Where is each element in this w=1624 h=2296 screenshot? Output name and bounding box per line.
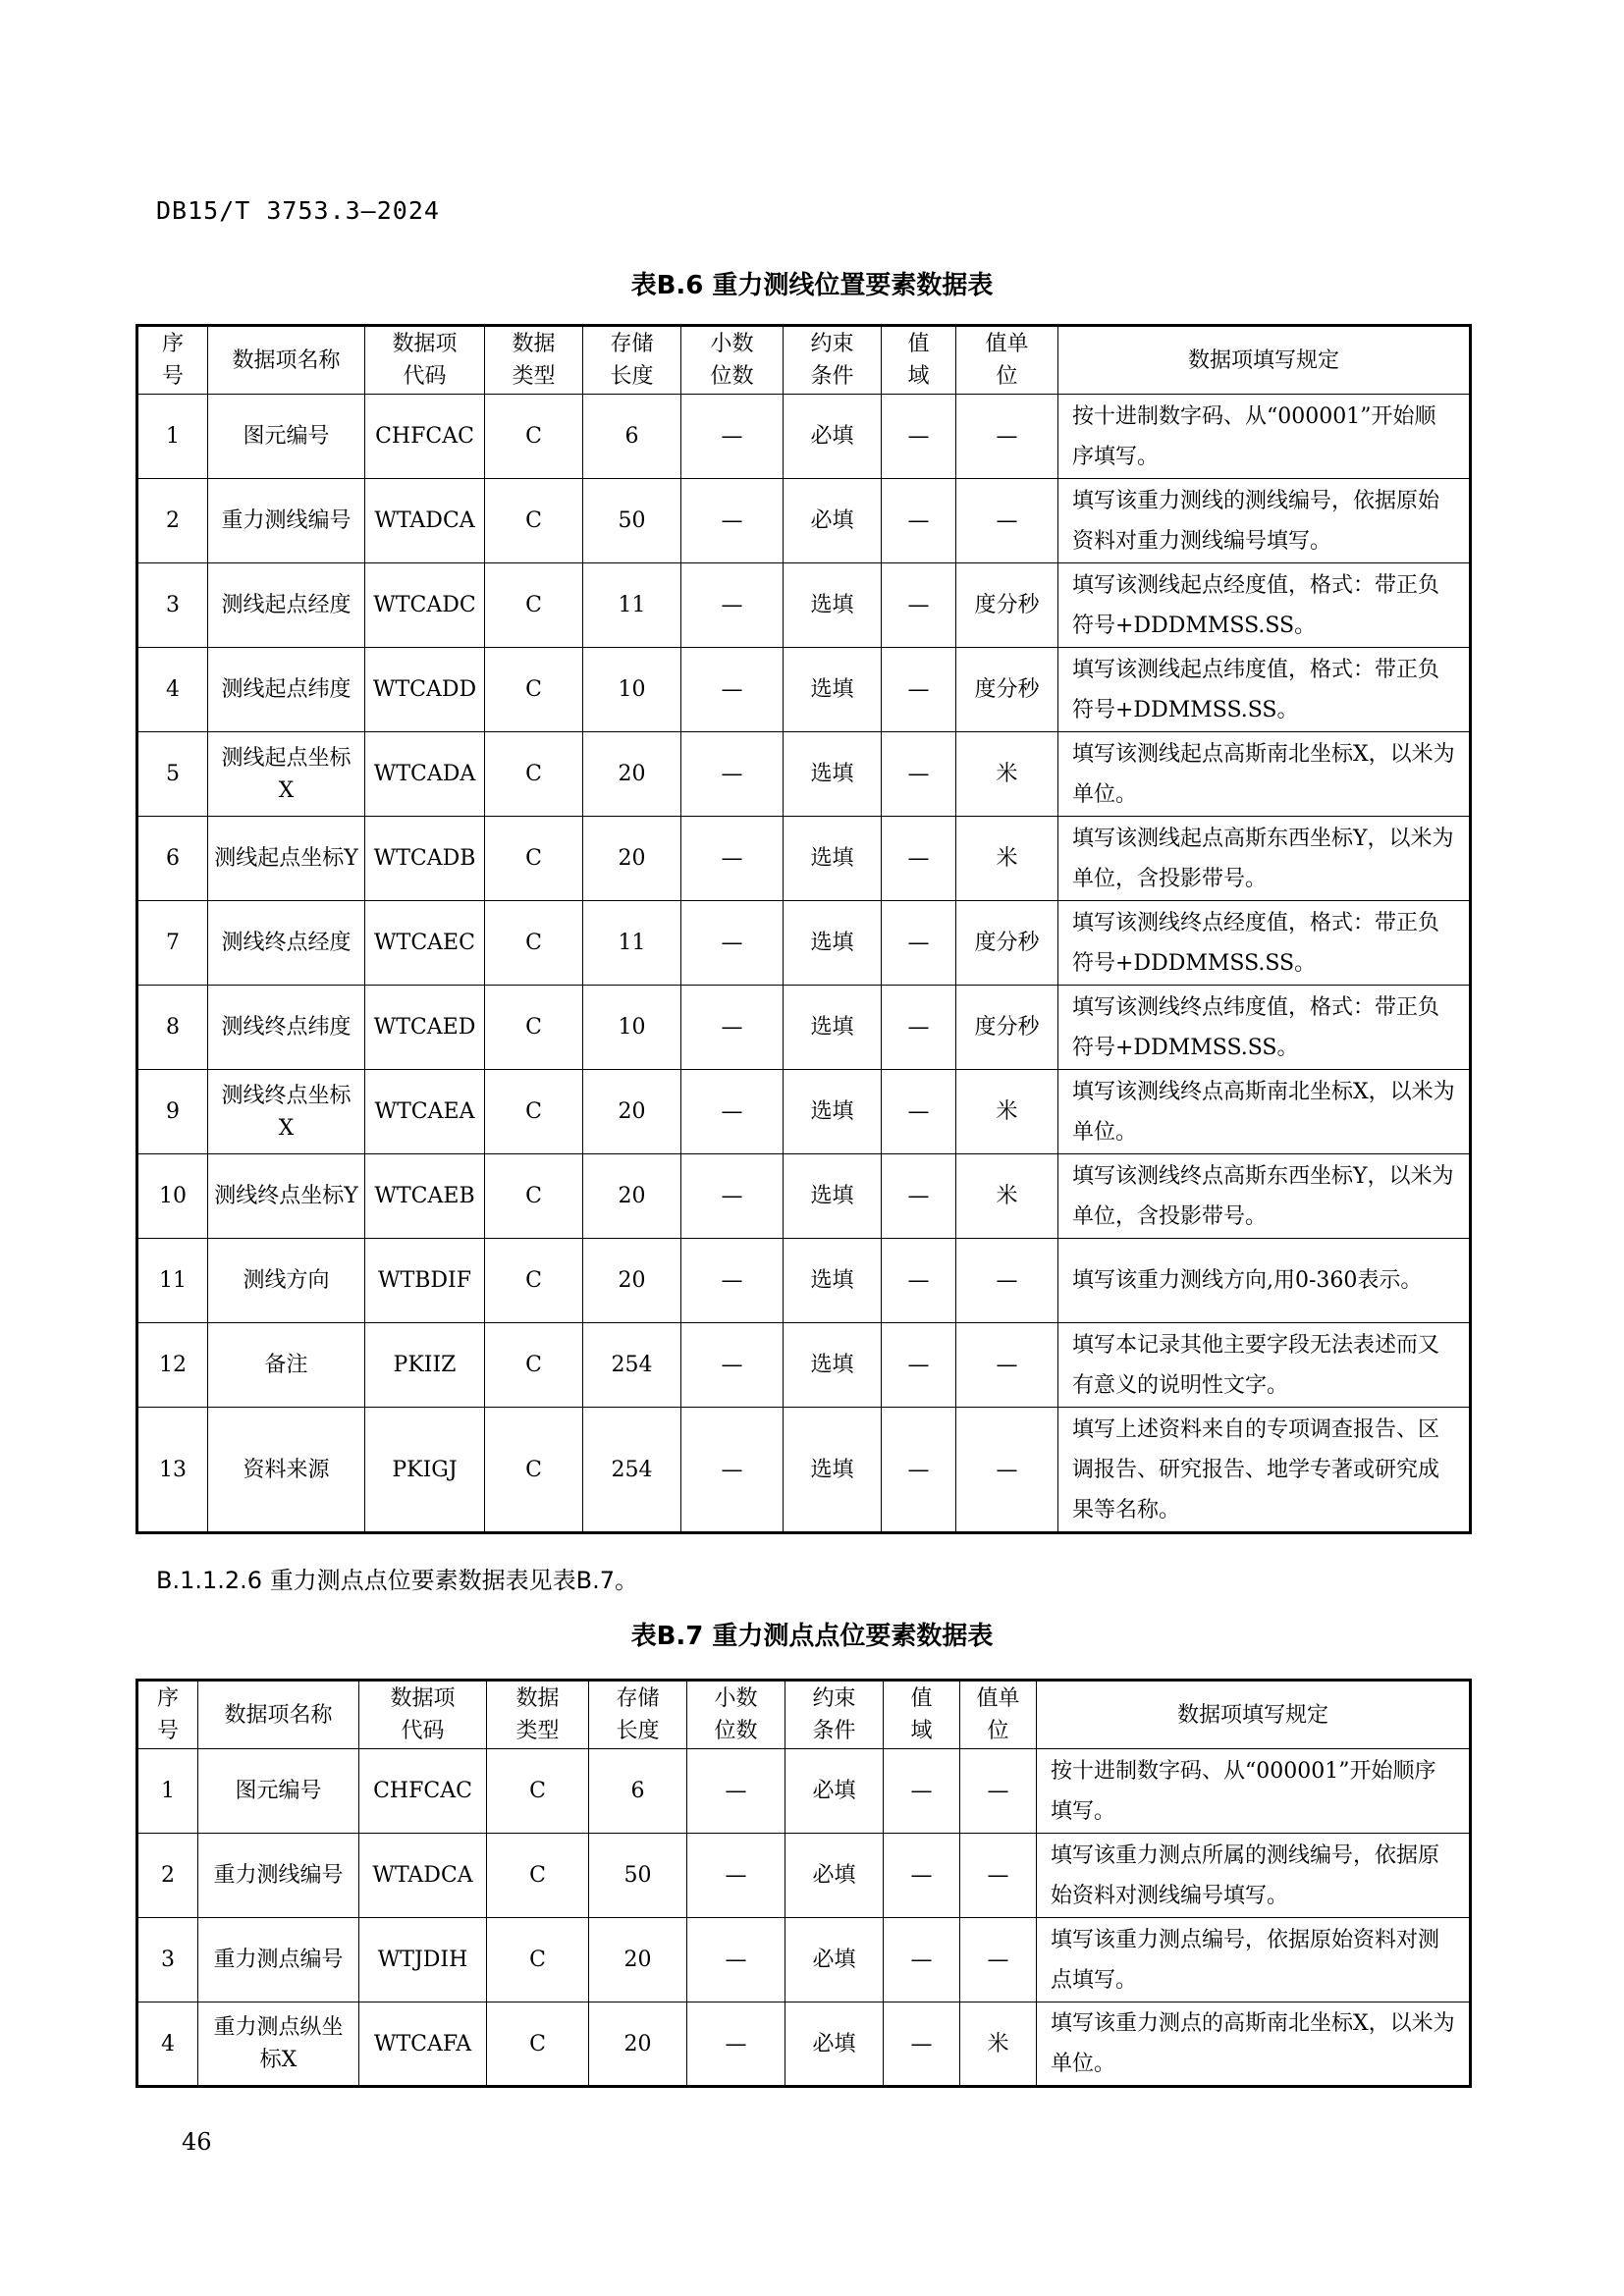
table-cell: 测线起点经度 — [208, 563, 365, 648]
rule-cell: 填写该测线起点纬度值，格式：带正负符号+DDMMSS.SS。 — [1058, 648, 1471, 732]
table-cell: 10 — [137, 1154, 208, 1239]
table-cell: C — [485, 1408, 583, 1533]
table-cell: PKIIZ — [365, 1323, 485, 1408]
table-cell: 选填 — [784, 648, 882, 732]
table-cell: 米 — [956, 732, 1058, 817]
rule-cell: 填写该测线起点高斯南北坐标X，以米为单位。 — [1058, 732, 1471, 817]
table-cell: 测线终点坐标Y — [208, 1154, 365, 1239]
column-header: 小数 位数 — [681, 326, 784, 395]
table-cell: 4 — [137, 2002, 198, 2087]
table-cell: 7 — [137, 901, 208, 986]
table-cell: 测线起点坐标Y — [208, 817, 365, 901]
table-cell: 资料来源 — [208, 1408, 365, 1533]
table-header-row — [137, 1681, 1471, 1749]
rule-cell: 填写本记录其他主要字段无法表述而又有意义的说明性文字。 — [1058, 1323, 1471, 1408]
table-cell: 3 — [137, 563, 208, 648]
table-cell: 选填 — [784, 901, 882, 986]
table-b6 — [135, 324, 1472, 1534]
document-code: DB15/T 3753.3—2024 — [156, 196, 440, 225]
table-row — [137, 563, 1471, 648]
table-cell: C — [485, 563, 583, 648]
table-cell: 测线终点经度 — [208, 901, 365, 986]
rule-cell: 填写该测线终点高斯南北坐标X，以米为单位。 — [1058, 1070, 1471, 1154]
table-cell: WTCAFA — [359, 2002, 487, 2087]
table-cell: 必填 — [785, 1918, 884, 2002]
table-cell: 50 — [589, 1834, 687, 1918]
column-header: 值 域 — [882, 326, 956, 395]
table-cell: WTADCA — [365, 479, 485, 563]
rule-cell: 填写该测线起点经度值，格式：带正负符号+DDDMMSS.SS。 — [1058, 563, 1471, 648]
table-cell: WTCADA — [365, 732, 485, 817]
table-row — [137, 1239, 1471, 1323]
table-cell: — — [681, 1239, 784, 1323]
column-header: 数据项 代码 — [365, 326, 485, 395]
table-cell: — — [681, 986, 784, 1070]
table-cell: 20 — [589, 2002, 687, 2087]
table-cell: — — [960, 1834, 1037, 1918]
rule-cell: 填写上述资料来自的专项调查报告、区调报告、研究报告、地学专著或研究成果等名称。 — [1058, 1408, 1471, 1533]
column-header: 数据项名称 — [208, 326, 365, 395]
column-header: 数据项 代码 — [359, 1681, 487, 1749]
table-cell: — — [882, 1408, 956, 1533]
table-cell: 重力测线编号 — [208, 479, 365, 563]
table-row — [137, 479, 1471, 563]
column-header: 约束 条件 — [785, 1681, 884, 1749]
page-number: 46 — [182, 2128, 212, 2156]
table-header-row — [137, 326, 1471, 395]
table-row — [137, 395, 1471, 479]
table-cell: C — [485, 1239, 583, 1323]
table-cell: C — [485, 986, 583, 1070]
table-cell: C — [485, 1154, 583, 1239]
column-header: 值单 位 — [960, 1681, 1037, 1749]
column-header: 序 号 — [137, 326, 208, 395]
table-cell: 米 — [960, 2002, 1037, 2087]
rule-cell: 填写该重力测点编号，依据原始资料对测点填写。 — [1037, 1918, 1471, 2002]
table-cell: — — [681, 648, 784, 732]
rule-cell: 填写该测线终点高斯东西坐标Y，以米为单位，含投影带号。 — [1058, 1154, 1471, 1239]
table-cell: 测线终点坐标X — [208, 1070, 365, 1154]
table-cell: 11 — [137, 1239, 208, 1323]
rule-cell: 按十进制数字码、从“000001”开始顺序填写。 — [1058, 395, 1471, 479]
table-cell: C — [485, 1323, 583, 1408]
table-row — [137, 1408, 1471, 1533]
table-cell: 度分秒 — [956, 901, 1058, 986]
table-cell: — — [882, 1323, 956, 1408]
table-cell: C — [485, 732, 583, 817]
table-cell: 测线终点纬度 — [208, 986, 365, 1070]
table-cell: — — [884, 1918, 960, 2002]
column-header: 存储 长度 — [583, 326, 681, 395]
table-cell: PKIGJ — [365, 1408, 485, 1533]
table-cell: 20 — [583, 1154, 681, 1239]
table-cell: — — [956, 1239, 1058, 1323]
table-cell: 254 — [583, 1323, 681, 1408]
table-cell: — — [681, 817, 784, 901]
table-cell: 选填 — [784, 1239, 882, 1323]
table-cell: 重力测线编号 — [198, 1834, 359, 1918]
table-cell: 20 — [583, 1070, 681, 1154]
table-cell: CHFCAC — [359, 1749, 487, 1834]
table-cell: — — [681, 563, 784, 648]
column-header: 值 域 — [884, 1681, 960, 1749]
table-cell: — — [882, 1070, 956, 1154]
table-cell: 测线起点坐标X — [208, 732, 365, 817]
table-cell: 米 — [956, 1154, 1058, 1239]
table-cell: WTCADD — [365, 648, 485, 732]
table-cell: — — [882, 901, 956, 986]
table-cell: 20 — [583, 817, 681, 901]
table-b6-caption: 表B.6 重力测线位置要素数据表 — [630, 271, 994, 300]
table-cell: — — [882, 1239, 956, 1323]
table-cell: WTCAEA — [365, 1070, 485, 1154]
table-cell: WTCAEB — [365, 1154, 485, 1239]
table-cell: 2 — [137, 479, 208, 563]
table-cell: 选填 — [784, 986, 882, 1070]
table-cell: 11 — [583, 901, 681, 986]
column-header: 值单 位 — [956, 326, 1058, 395]
table-cell: — — [882, 986, 956, 1070]
table-cell: 2 — [137, 1834, 198, 1918]
table-cell: — — [960, 1749, 1037, 1834]
table-cell: 米 — [956, 1070, 1058, 1154]
table-cell: 10 — [583, 648, 681, 732]
table-row — [137, 1918, 1471, 2002]
column-header: 数据项填写规定 — [1037, 1681, 1471, 1749]
table-cell: — — [882, 1154, 956, 1239]
table-cell: 9 — [137, 1070, 208, 1154]
table-row — [137, 648, 1471, 732]
table-cell: 必填 — [784, 479, 882, 563]
table-cell: — — [882, 732, 956, 817]
table-cell: 254 — [583, 1408, 681, 1533]
table-cell: 选填 — [784, 817, 882, 901]
column-header: 数据项名称 — [198, 1681, 359, 1749]
table-cell: — — [882, 563, 956, 648]
table-row — [137, 1070, 1471, 1154]
table-row — [137, 986, 1471, 1070]
table-cell: — — [884, 1749, 960, 1834]
table-cell: C — [487, 2002, 589, 2087]
table-cell: 选填 — [784, 1408, 882, 1533]
table-cell: — — [956, 1323, 1058, 1408]
table-cell: 度分秒 — [956, 563, 1058, 648]
rule-cell: 填写该重力测线的测线编号，依据原始资料对重力测线编号填写。 — [1058, 479, 1471, 563]
table-cell: C — [485, 901, 583, 986]
rule-cell: 填写该测线终点经度值，格式：带正负符号+DDDMMSS.SS。 — [1058, 901, 1471, 986]
table-cell: 10 — [583, 986, 681, 1070]
section-b1126-text: B.1.1.2.6 重力测点点位要素数据表见表B.7。 — [156, 1567, 639, 1594]
table-cell: 12 — [137, 1323, 208, 1408]
table-cell: — — [687, 1749, 785, 1834]
table-cell: 6 — [583, 395, 681, 479]
table-cell: WTBDIF — [365, 1239, 485, 1323]
rule-cell: 按十进制数字码、从“000001”开始顺序填写。 — [1037, 1749, 1471, 1834]
table-cell: 图元编号 — [198, 1749, 359, 1834]
table-cell: 20 — [589, 1918, 687, 2002]
table-cell: 选填 — [784, 1070, 882, 1154]
table-cell: 20 — [583, 732, 681, 817]
table-cell: 重力测点纵坐标X — [198, 2002, 359, 2087]
column-header: 数据 类型 — [485, 326, 583, 395]
table-cell: 8 — [137, 986, 208, 1070]
column-header: 数据项填写规定 — [1058, 326, 1471, 395]
column-header: 存储 长度 — [589, 1681, 687, 1749]
table-cell: — — [687, 2002, 785, 2087]
rule-cell: 填写该测线终点纬度值，格式：带正负符号+DDMMSS.SS。 — [1058, 986, 1471, 1070]
table-cell: — — [956, 1408, 1058, 1533]
table-cell: C — [487, 1834, 589, 1918]
table-cell: WTADCA — [359, 1834, 487, 1918]
table-cell: 度分秒 — [956, 986, 1058, 1070]
rule-cell: 填写该重力测点所属的测线编号，依据原始资料对测线编号填写。 — [1037, 1834, 1471, 1918]
table-cell: — — [681, 1070, 784, 1154]
table-cell: WTCADB — [365, 817, 485, 901]
table-cell: C — [485, 817, 583, 901]
table-cell: 备注 — [208, 1323, 365, 1408]
table-b7 — [135, 1679, 1472, 2088]
table-cell: — — [681, 479, 784, 563]
rule-cell: 填写该重力测点的高斯南北坐标X，以米为单位。 — [1037, 2002, 1471, 2087]
table-cell: — — [882, 479, 956, 563]
table-cell: 必填 — [785, 1749, 884, 1834]
table-cell: 20 — [583, 1239, 681, 1323]
table-row — [137, 2002, 1471, 2087]
table-cell: — — [687, 1834, 785, 1918]
table-cell: WTJDIH — [359, 1918, 487, 2002]
table-cell: 必填 — [785, 1834, 884, 1918]
table-cell: C — [487, 1749, 589, 1834]
table-cell: C — [485, 395, 583, 479]
rule-cell: 填写该测线起点高斯东西坐标Y，以米为单位，含投影带号。 — [1058, 817, 1471, 901]
table-cell: 米 — [956, 817, 1058, 901]
table-cell: C — [485, 1070, 583, 1154]
column-header: 约束 条件 — [784, 326, 882, 395]
table-cell: WTCAEC — [365, 901, 485, 986]
table-cell: 图元编号 — [208, 395, 365, 479]
table-row — [137, 901, 1471, 986]
table-cell: — — [882, 395, 956, 479]
table-cell: — — [681, 901, 784, 986]
table-cell: 5 — [137, 732, 208, 817]
table-cell: — — [884, 2002, 960, 2087]
table-cell: — — [882, 817, 956, 901]
table-cell: 6 — [589, 1749, 687, 1834]
column-header: 小数 位数 — [687, 1681, 785, 1749]
table-row — [137, 732, 1471, 817]
table-cell: 必填 — [785, 2002, 884, 2087]
table-cell: C — [485, 479, 583, 563]
table-cell: 选填 — [784, 732, 882, 817]
table-row — [137, 1323, 1471, 1408]
table-cell: WTCADC — [365, 563, 485, 648]
table-cell: C — [487, 1918, 589, 2002]
table-cell: — — [956, 395, 1058, 479]
table-row — [137, 1834, 1471, 1918]
table-cell: — — [956, 479, 1058, 563]
table-cell: — — [687, 1918, 785, 2002]
table-cell: 4 — [137, 648, 208, 732]
table-row — [137, 817, 1471, 901]
table-cell: — — [681, 732, 784, 817]
table-row — [137, 1749, 1471, 1834]
table-row — [137, 1154, 1471, 1239]
rule-cell: 填写该重力测线方向,用0-360表示。 — [1058, 1239, 1471, 1323]
table-cell: — — [884, 1834, 960, 1918]
table-cell: — — [681, 1323, 784, 1408]
table-cell: 50 — [583, 479, 681, 563]
table-cell: 重力测点编号 — [198, 1918, 359, 2002]
table-b7-caption: 表B.7 重力测点点位要素数据表 — [630, 1622, 994, 1651]
table-cell: 测线方向 — [208, 1239, 365, 1323]
table-cell: — — [681, 1154, 784, 1239]
table-cell: 1 — [137, 1749, 198, 1834]
table-cell: — — [681, 1408, 784, 1533]
table-cell: — — [960, 1918, 1037, 2002]
column-header: 数据 类型 — [487, 1681, 589, 1749]
table-cell: 测线起点纬度 — [208, 648, 365, 732]
table-cell: WTCAED — [365, 986, 485, 1070]
table-cell: 选填 — [784, 563, 882, 648]
column-header: 序 号 — [137, 1681, 198, 1749]
table-cell: 选填 — [784, 1323, 882, 1408]
table-cell: 1 — [137, 395, 208, 479]
table-cell: 3 — [137, 1918, 198, 2002]
table-cell: 度分秒 — [956, 648, 1058, 732]
table-cell: 13 — [137, 1408, 208, 1533]
table-cell: 选填 — [784, 1154, 882, 1239]
table-cell: — — [681, 395, 784, 479]
table-cell: 11 — [583, 563, 681, 648]
table-cell: 必填 — [784, 395, 882, 479]
table-cell: 6 — [137, 817, 208, 901]
table-cell: — — [882, 648, 956, 732]
table-cell: CHFCAC — [365, 395, 485, 479]
table-cell: C — [485, 648, 583, 732]
